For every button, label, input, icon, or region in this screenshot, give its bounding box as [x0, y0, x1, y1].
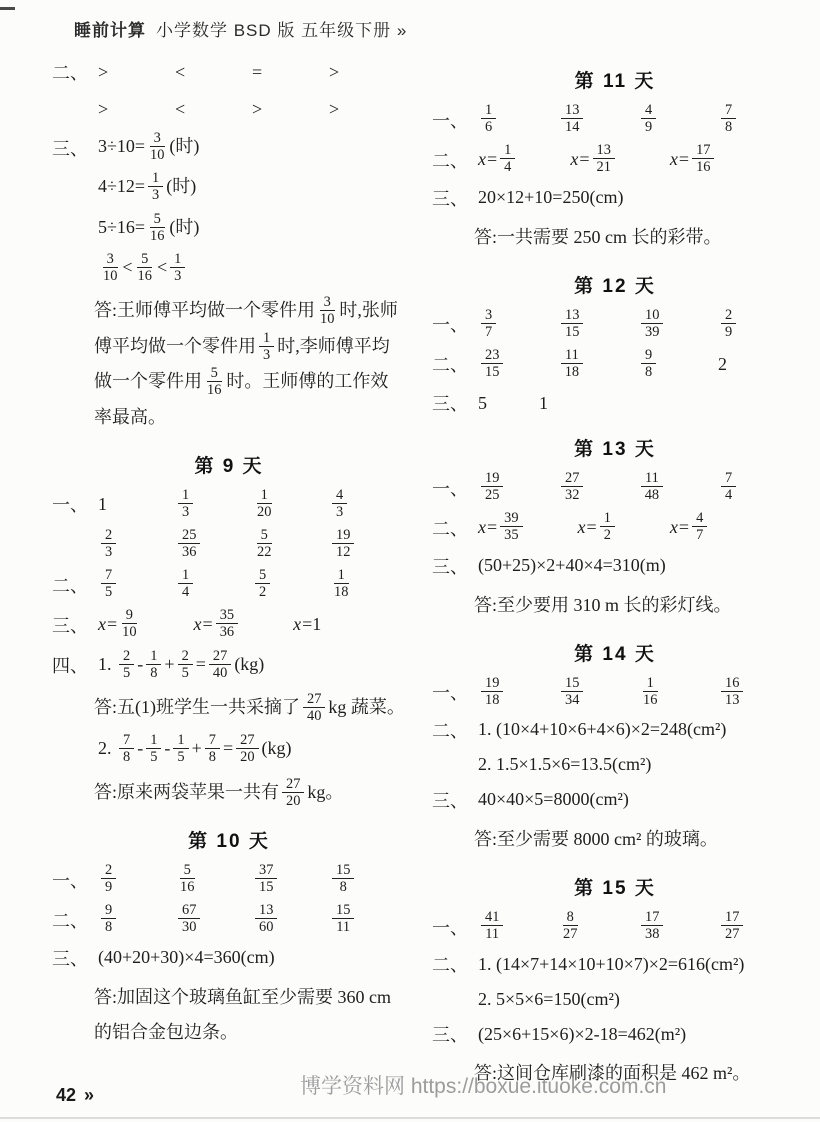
equation-text: 1. $\frac{2}{5}$ - $\frac{1}{8}$ + $\frac{2}{5}$ = $\frac{27}{40}$ (kg) [98, 647, 265, 681]
equation-line [432, 786, 798, 814]
answer-value [718, 103, 798, 136]
answer-value [478, 910, 558, 943]
answer-paragraph: 答:加固这个玻璃鱼缸至少需要 360 cm 的铝合金包边条。 [94, 986, 391, 1042]
answer-value [638, 348, 718, 381]
answer-value [558, 308, 638, 341]
item-number-label: 一、 [52, 870, 88, 891]
fraction: $\frac{1}{5}$ [173, 732, 188, 765]
answer-value: 1 [539, 392, 548, 413]
fraction: $\frac{9}{8}$ [641, 347, 656, 380]
answer-paragraph: 答:至少要用 310 m 长的彩灯线。 [474, 594, 732, 615]
equation-line [432, 552, 798, 580]
answer-value: x = $\frac{35}{36}$ [194, 608, 242, 641]
row-items [478, 103, 798, 136]
row-items [98, 568, 406, 601]
equation-line [432, 751, 798, 779]
answer-row [432, 471, 798, 504]
page-bottom-edge [0, 1117, 820, 1119]
answer-value [718, 308, 798, 341]
answer-value [718, 910, 798, 943]
answer-value: > [252, 98, 263, 119]
fraction: $\frac{4}{3}$ [332, 487, 347, 520]
equation-text: 20×12+10=250(cm) [478, 187, 624, 207]
item-number-label: 三、 [432, 556, 468, 577]
fraction: $\frac{35}{36}$ [216, 607, 238, 640]
fraction: $\frac{27}{20}$ [282, 776, 304, 809]
answer-value [638, 103, 718, 136]
item-number-label: 二、 [432, 150, 468, 171]
fraction: $\frac{39}{35}$ [500, 510, 522, 543]
item-number-label: 三、 [52, 615, 88, 636]
row-items [478, 511, 762, 544]
fraction: $\frac{25}{36}$ [178, 527, 200, 560]
page-number [56, 1085, 94, 1106]
answer-value [478, 676, 558, 709]
answer-paragraph: 答:这间仓库刷漆的面积是 462 m²。 [474, 1063, 751, 1084]
item-number-label: 四、 [52, 656, 88, 677]
fraction: $\frac{2}{5}$ [178, 648, 193, 681]
fraction: $\frac{19}{18}$ [481, 675, 503, 708]
answer-value [638, 910, 718, 943]
fraction: $\frac{5}{16}$ [207, 365, 222, 399]
answer-value [638, 676, 718, 709]
item-number-label: 三、 [52, 948, 88, 969]
item-number-label: 二、 [432, 518, 468, 539]
equation-text: 4÷12= $\frac{1}{3}$ (时) [98, 170, 197, 204]
fraction: $\frac{2}{9}$ [101, 862, 116, 895]
answer-value [175, 863, 252, 896]
row-items [478, 910, 798, 943]
equation-text: (25×6+15×6)×2-18=462(m²) [478, 1023, 687, 1044]
answer-paragraph: 答:原来两袋苹果一共有 $\frac{27}{20}$ kg。 [94, 775, 344, 809]
fraction: $\frac{5}{16}$ [150, 210, 165, 244]
fraction: $\frac{2}{3}$ [101, 527, 116, 560]
fraction: $\frac{9}{10}$ [122, 607, 137, 641]
equation-line [52, 212, 406, 245]
right-column [432, 50, 798, 1099]
fraction: $\frac{5}{16}$ [137, 250, 152, 284]
fraction: $\frac{67}{30}$ [178, 902, 200, 935]
fraction: $\frac{27}{40}$ [303, 691, 325, 724]
fraction: $\frac{17}{38}$ [641, 909, 663, 942]
answer-row [52, 57, 406, 87]
fraction: $\frac{1}{5}$ [146, 732, 161, 765]
answer-value: x = $\frac{4}{7}$ [670, 511, 710, 544]
equation-text: 1. (14×7+14×10+10×7)×2=616(cm²) [478, 953, 745, 974]
fraction: $\frac{13}{15}$ [561, 307, 583, 340]
fraction: $\frac{4}{9}$ [641, 102, 656, 135]
item-number-label: 一、 [432, 917, 468, 938]
answer-value [98, 568, 175, 601]
answer-value [252, 903, 329, 936]
answer-value: > [98, 61, 109, 82]
equation-line [432, 1020, 798, 1048]
fraction: $\frac{27}{32}$ [561, 470, 583, 503]
fraction: $\frac{1}{3}$ [148, 170, 163, 203]
equation-line [432, 985, 798, 1013]
answer-row [52, 488, 406, 521]
item-number-label: 一、 [432, 478, 468, 499]
answer-row [52, 608, 406, 641]
answer-row [52, 863, 406, 896]
fraction: $\frac{16}{13}$ [721, 675, 743, 708]
fraction: $\frac{11}{18}$ [561, 347, 583, 380]
book-subtitle: 小学数学 BSD 版 五年级下册 » [156, 21, 408, 40]
answer-value [558, 103, 638, 136]
item-number-label: 一、 [432, 110, 468, 131]
fraction: $\frac{37}{15}$ [255, 862, 277, 895]
fraction: $\frac{1}{18}$ [334, 567, 349, 601]
equation-line [432, 950, 798, 978]
answer-row [432, 103, 798, 136]
answer-row [432, 910, 798, 943]
answer-value: x = $\frac{9}{10}$ [98, 607, 137, 641]
answer-value [175, 488, 252, 521]
equation-line [52, 131, 406, 164]
row-items [98, 608, 373, 641]
item-number-label: 二、 [52, 63, 88, 83]
answer-value [98, 528, 175, 561]
answer-row [432, 511, 798, 544]
answer-value [329, 863, 406, 896]
item-number-label: 二、 [52, 910, 88, 931]
answer-value [175, 903, 252, 936]
fraction: $\frac{13}{60}$ [255, 902, 277, 935]
answer-row [432, 388, 798, 418]
fraction: $\frac{4}{7}$ [692, 510, 707, 543]
fraction: $\frac{7}{8}$ [721, 102, 736, 135]
answer-value [558, 471, 638, 504]
equation-text: 2. 5×5×6=150(cm²) [478, 988, 620, 1009]
item-number-label: 三、 [432, 790, 468, 811]
row-items [478, 676, 798, 709]
answer-value [718, 676, 798, 709]
row-items [478, 308, 798, 341]
equation-line [52, 733, 406, 766]
answer-value [329, 488, 406, 521]
answer-value: 2 [718, 353, 727, 374]
fraction: $\frac{27}{40}$ [209, 648, 231, 681]
fraction: $\frac{7}{8}$ [205, 732, 220, 765]
book-title: 睡前计算 [74, 21, 146, 40]
fraction: $\frac{7}{5}$ [101, 567, 116, 600]
answer-value [329, 528, 406, 561]
item-number-label: 三、 [432, 1025, 468, 1046]
equation-text: (50+25)×2+40×4=310(m) [478, 555, 666, 576]
equation-text: 2. $\frac{7}{8}$ - $\frac{1}{5}$ - $\frac{1}{5}$ + $\frac{7}{8}$ = $\frac{27}{20}$ (kg) [98, 732, 292, 766]
fraction: $\frac{9}{8}$ [101, 902, 116, 935]
fraction: $\frac{3}{7}$ [481, 307, 496, 340]
answer-value [478, 471, 558, 504]
answer-value [638, 308, 718, 341]
row-items [98, 863, 406, 896]
answer-paragraph: 答:一共需要 250 cm 长的彩带。 [474, 226, 722, 247]
day-title: 第 15 天 [574, 878, 656, 900]
answer-value [98, 903, 175, 936]
fraction: $\frac{41}{11}$ [481, 909, 503, 942]
chevrons-icon: » [84, 1085, 95, 1105]
fraction: $\frac{1}{3}$ [170, 251, 185, 284]
fraction: $\frac{1}{4}$ [178, 567, 193, 600]
item-number-label: 二、 [432, 355, 468, 376]
equation-line [52, 649, 406, 682]
row-items [98, 99, 406, 120]
fraction: $\frac{17}{27}$ [721, 909, 743, 942]
fraction: $\frac{23}{15}$ [481, 347, 503, 380]
equation-line [432, 716, 798, 744]
equation-text: 1. (10×4+10×6+4×6)×2=248(cm²) [478, 719, 727, 740]
answer-value [98, 863, 175, 896]
answer-value: > [98, 98, 109, 119]
fraction: $\frac{1}{3}$ [259, 330, 274, 363]
answer-value [558, 676, 638, 709]
item-number-label: 三、 [52, 138, 88, 159]
fraction: $\frac{5}{22}$ [257, 526, 272, 560]
answer-value: = [252, 61, 263, 82]
answer-value: < [175, 98, 186, 119]
equation-line [52, 171, 406, 204]
fraction: $\frac{2}{5}$ [119, 648, 134, 681]
answer-value [558, 348, 638, 381]
row-items [98, 488, 406, 521]
answer-value [329, 903, 406, 936]
row-items [98, 903, 406, 936]
row-items [98, 62, 406, 83]
fraction: $\frac{17}{16}$ [692, 142, 714, 175]
page-header [74, 16, 407, 41]
fraction: $\frac{7}{8}$ [119, 732, 134, 765]
fraction: $\frac{11}{48}$ [641, 470, 663, 503]
fraction: $\frac{1}{8}$ [146, 648, 161, 681]
answer-value [175, 568, 252, 601]
answer-row [52, 528, 406, 561]
item-number-label: 三、 [432, 188, 468, 209]
answer-value [638, 471, 718, 504]
left-column [52, 50, 406, 1099]
item-number-label: 一、 [432, 315, 468, 336]
answer-value [252, 568, 329, 601]
answer-value: > [329, 98, 340, 119]
equation-text: 5÷16= $\frac{5}{16}$ (时) [98, 210, 200, 244]
fraction: $\frac{10}{39}$ [641, 307, 663, 340]
fraction: $\frac{7}{4}$ [721, 470, 736, 503]
row-items [478, 348, 798, 381]
answer-row [52, 568, 406, 601]
answer-row [52, 94, 406, 124]
day-title: 第 11 天 [574, 71, 656, 92]
fraction: $\frac{19}{12}$ [332, 527, 354, 560]
answer-value [558, 910, 638, 943]
page-number-value: 42 [56, 1085, 77, 1105]
item-number-label: 一、 [52, 495, 88, 516]
fraction: $\frac{3}{10}$ [103, 250, 118, 284]
answer-value: x = $\frac{1}{2}$ [578, 511, 618, 544]
equation-line [432, 184, 798, 212]
day-title: 第 9 天 [194, 455, 264, 477]
answer-value [718, 471, 798, 504]
fraction: $\frac{5}{16}$ [180, 862, 195, 896]
item-number-label: 二、 [52, 575, 88, 596]
watermark-text: 博学资料网 https://boxue.ituoke.com.cn [300, 1075, 667, 1098]
row-items [98, 528, 406, 561]
fraction: $\frac{3}{10}$ [320, 294, 335, 328]
row-items [478, 143, 769, 176]
day-title: 第 13 天 [574, 439, 656, 461]
answer-paragraph: 答:五(1)班学生一共采摘了 $\frac{27}{40}$ kg 蔬菜。 [94, 691, 405, 725]
fraction: $\frac{5}{2}$ [255, 567, 270, 600]
answer-paragraph: 答:至少需要 8000 cm² 的玻璃。 [474, 828, 718, 849]
day-title: 第 10 天 [188, 831, 270, 853]
content-columns [52, 50, 798, 1099]
answer-row [432, 676, 798, 709]
fraction: $\frac{15}{34}$ [561, 675, 583, 708]
fraction: $\frac{1}{6}$ [481, 102, 496, 135]
equation-text: $\frac{3}{10}$ < $\frac{5}{16}$ < $\frac{1}{3}$ [98, 252, 188, 285]
equation-line [52, 944, 406, 972]
item-number-label: 二、 [432, 720, 468, 741]
answer-value: 1 [98, 493, 107, 514]
answer-row [432, 143, 798, 176]
row-items [478, 471, 798, 504]
answer-value: x = $\frac{13}{21}$ [570, 143, 618, 176]
item-number-label: 二、 [432, 955, 468, 976]
answer-value: > [329, 61, 340, 82]
answer-value [252, 863, 329, 896]
equation-text: 3÷10= $\frac{3}{10}$ (时) [98, 130, 200, 164]
fraction: $\frac{1}{16}$ [643, 674, 658, 708]
page-edge-mark [0, 7, 15, 10]
answer-value: < [175, 61, 186, 82]
fraction: $\frac{3}{10}$ [150, 130, 165, 164]
answer-row [432, 348, 798, 381]
answer-value [478, 348, 558, 381]
equation-text: (40+20+30)×4=360(cm) [98, 947, 275, 968]
fraction: $\frac{13}{21}$ [593, 142, 615, 175]
answer-value [478, 308, 558, 341]
fraction: $\frac{13}{14}$ [561, 102, 583, 135]
answer-value: x = $\frac{1}{4}$ [478, 143, 518, 176]
fraction: $\frac{8}{27}$ [563, 909, 578, 943]
answer-value: x = $\frac{39}{35}$ [478, 511, 526, 544]
row-items [478, 393, 600, 414]
item-number-label: 三、 [432, 394, 468, 415]
item-number-label: 一、 [432, 683, 468, 704]
answer-value: 5 [478, 392, 487, 413]
answer-value [329, 568, 406, 601]
fraction: $\frac{1}{4}$ [500, 142, 515, 175]
fraction: $\frac{1}{2}$ [600, 510, 615, 543]
day-title: 第 12 天 [574, 275, 656, 297]
answer-row [52, 903, 406, 936]
answer-paragraph: 答:王师傅平均做一个零件用 $\frac{3}{10}$ 时,张师傅平均做一个零件用 $\frac{1}{3}$ 时,李师傅平均做一个零件用 $\frac{5}{16}$ 时。王师傅的工作效率最高。 [94, 294, 398, 427]
answer-row [432, 308, 798, 341]
equation-text: 40×40×5=8000(cm²) [478, 789, 629, 810]
fraction: $\frac{19}{25}$ [481, 470, 503, 503]
answer-value [252, 528, 329, 561]
answer-value [478, 103, 558, 136]
answer-value [252, 488, 329, 521]
fraction: $\frac{15}{11}$ [332, 902, 354, 935]
day-title: 第 14 天 [574, 643, 656, 665]
equation-line [52, 252, 406, 285]
fraction: $\frac{1}{3}$ [178, 487, 193, 520]
equation-text: 2. 1.5×1.5×6=13.5(cm²) [478, 754, 652, 775]
fraction: $\frac{2}{9}$ [721, 307, 736, 340]
answer-value: x = $\frac{17}{16}$ [670, 143, 718, 176]
answer-value [175, 528, 252, 561]
fraction: $\frac{1}{20}$ [257, 486, 272, 520]
fraction: $\frac{15}{8}$ [332, 862, 354, 895]
answer-value: x =1 [293, 614, 322, 635]
fraction: $\frac{27}{20}$ [236, 732, 258, 765]
